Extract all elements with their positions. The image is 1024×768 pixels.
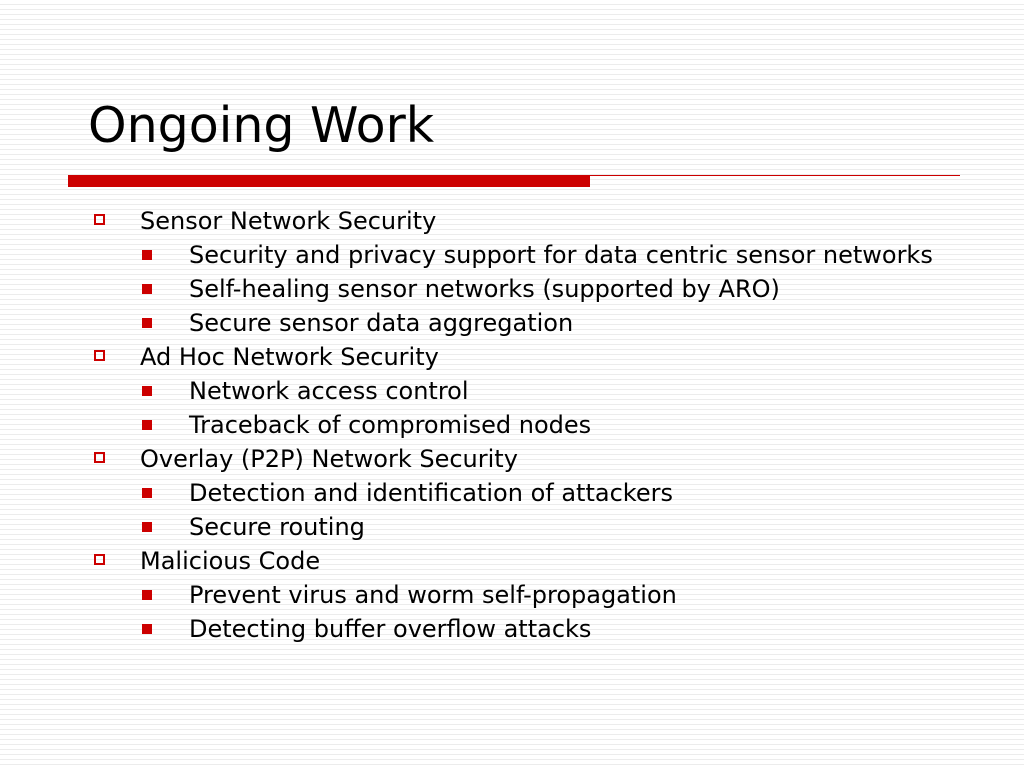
sub-item <box>0 238 1024 272</box>
sub-item-text: Traceback of compromised nodes <box>189 411 592 439</box>
sub-item-text: Network access control <box>189 377 469 405</box>
filled-square-icon <box>142 590 152 600</box>
section-heading-text: Sensor Network Security <box>140 207 437 235</box>
sub-item <box>0 476 1024 510</box>
slide-title: Ongoing Work <box>88 97 435 154</box>
sub-item <box>0 578 1024 612</box>
filled-square-icon <box>142 386 152 396</box>
section-heading-text: Malicious Code <box>140 547 321 575</box>
sub-item-text: Secure routing <box>189 513 365 541</box>
section-heading-text: Overlay (P2P) Network Security <box>140 445 518 473</box>
section-heading <box>0 340 1024 374</box>
sub-item-text: Self-healing sensor networks (supported by ARO) <box>189 275 780 303</box>
sub-item <box>0 374 1024 408</box>
sub-item-text: Secure sensor data aggregation <box>189 309 574 337</box>
filled-square-icon <box>142 522 152 532</box>
bullet-list <box>0 204 1024 646</box>
sub-item <box>0 510 1024 544</box>
title-underline-thick <box>68 175 590 187</box>
filled-square-icon <box>142 250 152 260</box>
filled-square-icon <box>142 488 152 498</box>
sub-item-text: Prevent virus and worm self-propagation <box>189 581 677 609</box>
filled-square-icon <box>142 420 152 430</box>
filled-square-icon <box>142 284 152 294</box>
sub-item <box>0 408 1024 442</box>
section-heading <box>0 544 1024 578</box>
hollow-square-icon <box>94 214 105 225</box>
section-heading <box>0 204 1024 238</box>
hollow-square-icon <box>94 554 105 565</box>
sub-item <box>0 612 1024 646</box>
hollow-square-icon <box>94 350 105 361</box>
sub-item-text: Detecting buffer overflow attacks <box>189 615 592 643</box>
sub-item-text: Detection and identification of attackers <box>189 479 673 507</box>
filled-square-icon <box>142 318 152 328</box>
title-underline-thin <box>590 175 960 176</box>
sub-item <box>0 272 1024 306</box>
section-heading <box>0 442 1024 476</box>
sub-item <box>0 306 1024 340</box>
hollow-square-icon <box>94 452 105 463</box>
filled-square-icon <box>142 624 152 634</box>
sub-item-text: Security and privacy support for data centric sensor networks <box>189 241 933 269</box>
section-heading-text: Ad Hoc Network Security <box>140 343 439 371</box>
